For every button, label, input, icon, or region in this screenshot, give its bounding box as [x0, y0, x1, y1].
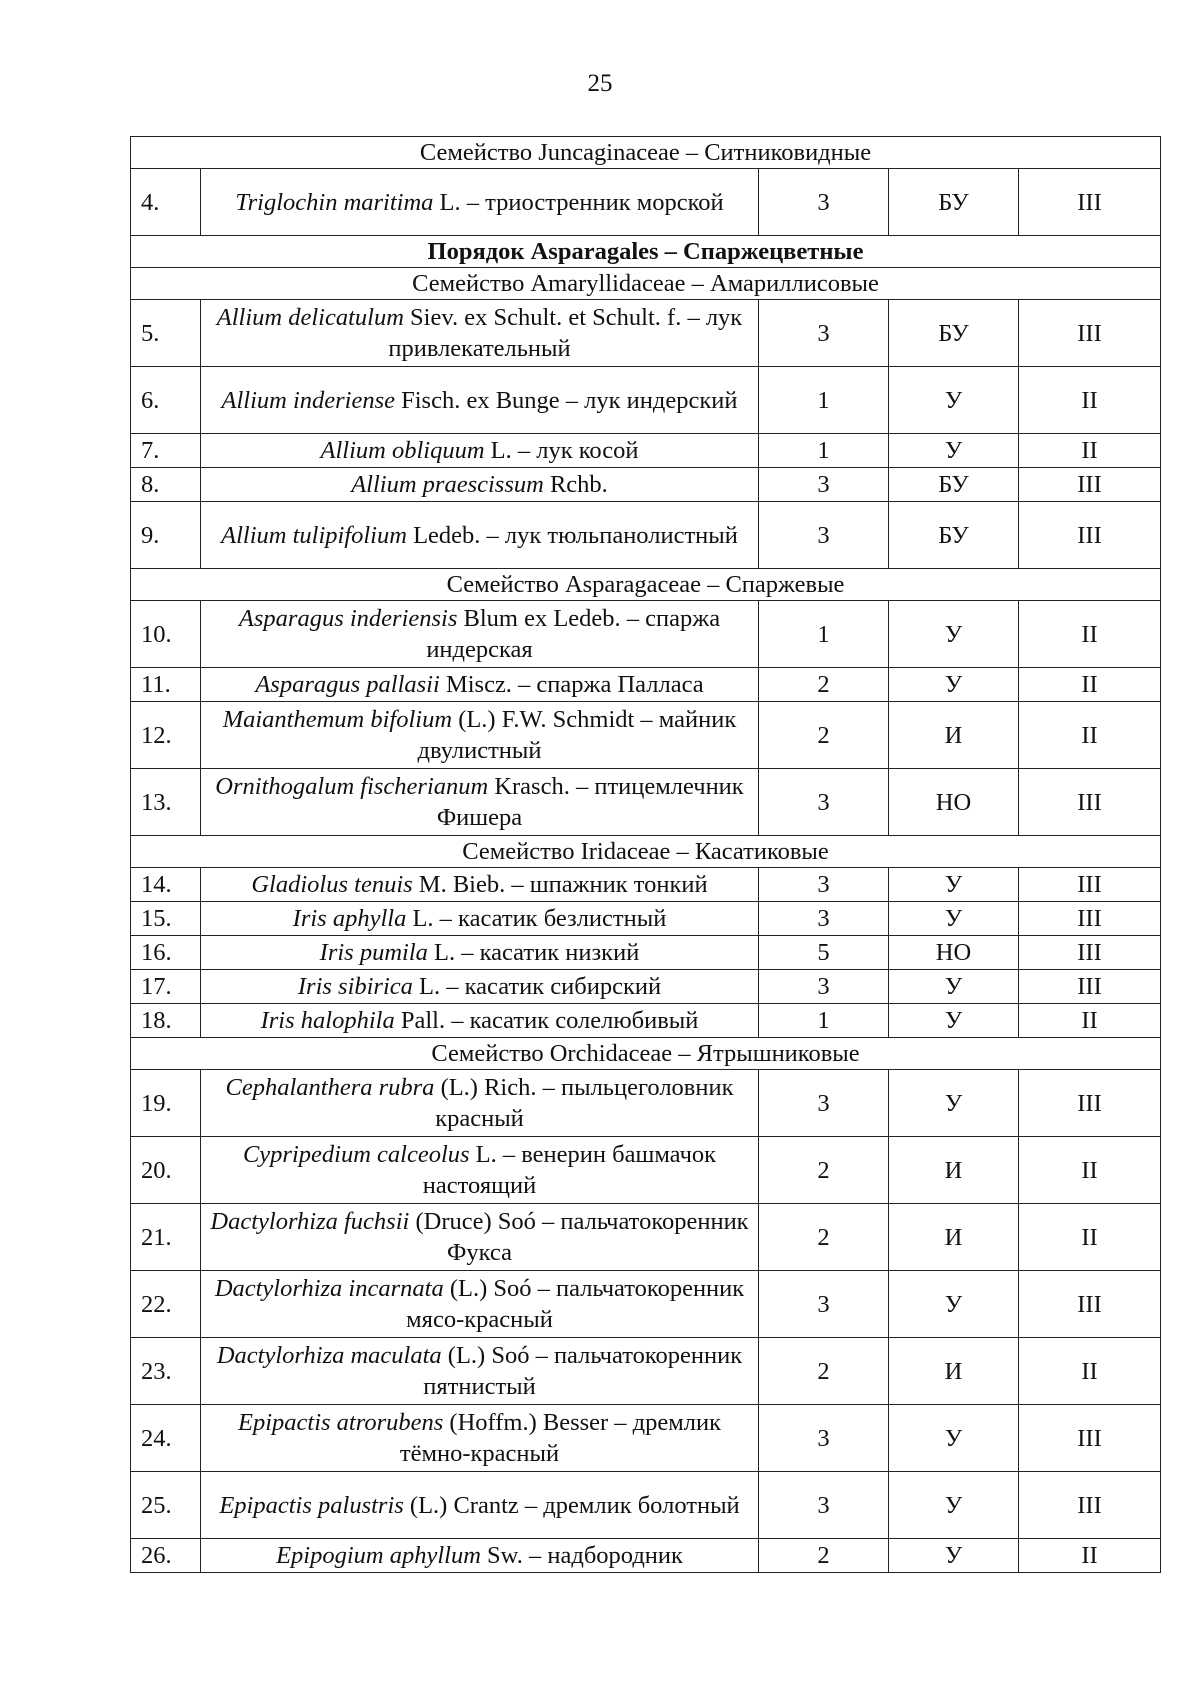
category-cell: 2: [759, 1539, 889, 1573]
family-header-row: [131, 137, 1161, 169]
group-cell: II: [1019, 1004, 1161, 1038]
family-title: Семейство Amaryllidaceae – Амариллисовые: [131, 268, 1161, 300]
category-cell: 2: [759, 1204, 889, 1271]
author-and-common-name: L. – касатик безлистный: [406, 905, 667, 932]
row-number: 7.: [131, 434, 201, 468]
status-cell: У: [889, 1070, 1019, 1137]
status-cell: И: [889, 1338, 1019, 1405]
species-name: [201, 970, 759, 1004]
status-cell: У: [889, 1539, 1019, 1573]
category-cell: 3: [759, 1271, 889, 1338]
row-number: 10.: [131, 601, 201, 668]
row-number: 20.: [131, 1137, 201, 1204]
row-number: 11.: [131, 668, 201, 702]
table-row: [131, 1405, 1161, 1472]
category-cell: 2: [759, 702, 889, 769]
status-cell: У: [889, 1004, 1019, 1038]
status-cell: БУ: [889, 502, 1019, 569]
row-number: 13.: [131, 769, 201, 836]
category-cell: 3: [759, 468, 889, 502]
group-cell: II: [1019, 1338, 1161, 1405]
family-header-row: [131, 836, 1161, 868]
group-cell: III: [1019, 1070, 1161, 1137]
group-cell: III: [1019, 300, 1161, 367]
table-row: [131, 434, 1161, 468]
status-cell: НО: [889, 769, 1019, 836]
species-name: [201, 502, 759, 569]
status-cell: И: [889, 702, 1019, 769]
author-and-common-name: L. – триостренник морской: [433, 188, 724, 216]
species-name: [201, 1004, 759, 1038]
author-and-common-name: (Hoffm.) Besser – дремлик тёмно-красный: [399, 1409, 721, 1467]
group-cell: II: [1019, 367, 1161, 434]
author-and-common-name: Rchb.: [543, 471, 608, 498]
category-cell: 3: [759, 1070, 889, 1137]
author-and-common-name: Krasch. – птицемлечник Фишера: [436, 773, 744, 831]
species-name: [201, 1070, 759, 1137]
status-cell: У: [889, 970, 1019, 1004]
table-row: [131, 300, 1161, 367]
latin-name: Asparagus inderiensis: [238, 605, 458, 632]
latin-name: Allium inderiense: [221, 386, 395, 414]
table-row: [131, 902, 1161, 936]
species-name: [201, 702, 759, 769]
category-cell: 3: [759, 769, 889, 836]
author-and-common-name: (L.) Soó – пальчатокоренник пятнистый: [423, 1342, 743, 1400]
author-and-common-name: (L.) Crantz – дремлик болотный: [403, 1491, 740, 1519]
species-table: [130, 136, 1161, 1573]
category-cell: 3: [759, 169, 889, 236]
author-and-common-name: Fisch. ex Bunge – лук индерский: [395, 386, 738, 414]
group-cell: II: [1019, 1539, 1161, 1573]
status-cell: У: [889, 668, 1019, 702]
author-and-common-name: L. – касатик низкий: [427, 939, 640, 966]
species-name: [201, 1271, 759, 1338]
row-number: 5.: [131, 300, 201, 367]
row-number: 14.: [131, 868, 201, 902]
group-cell: III: [1019, 1472, 1161, 1539]
table-row: [131, 936, 1161, 970]
latin-name: Ornithogalum fischerianum: [215, 773, 489, 800]
table-row: [131, 502, 1161, 569]
species-name: [201, 468, 759, 502]
status-cell: У: [889, 868, 1019, 902]
table-row: [131, 702, 1161, 769]
table-row: [131, 1539, 1161, 1573]
row-number: 23.: [131, 1338, 201, 1405]
category-cell: 3: [759, 502, 889, 569]
status-cell: БУ: [889, 300, 1019, 367]
category-cell: 3: [759, 970, 889, 1004]
group-cell: II: [1019, 1204, 1161, 1271]
author-and-common-name: (Druce) Soó – пальчатокоренник Фукса: [409, 1208, 749, 1266]
author-and-common-name: L. – венерин башмачок настоящий: [422, 1141, 717, 1199]
status-cell: И: [889, 1137, 1019, 1204]
row-number: 12.: [131, 702, 201, 769]
author-and-common-name: Sw. – надбородник: [480, 1542, 683, 1569]
category-cell: 1: [759, 1004, 889, 1038]
latin-name: Dactylorhiza maculata: [216, 1342, 442, 1369]
table-row: [131, 1338, 1161, 1405]
latin-name: Allium obliquum: [320, 437, 485, 464]
row-number: 26.: [131, 1539, 201, 1573]
table-row: [131, 1271, 1161, 1338]
species-name: [201, 769, 759, 836]
status-cell: У: [889, 1405, 1019, 1472]
latin-name: Triglochin maritima: [235, 188, 434, 216]
group-cell: III: [1019, 1271, 1161, 1338]
category-cell: 3: [759, 1472, 889, 1539]
author-and-common-name: Siev. ex Schult. et Schult. f. – лук привлекательный: [388, 304, 743, 362]
family-title: Семейство Asparagaceae – Спаржевые: [131, 569, 1161, 601]
group-cell: II: [1019, 1137, 1161, 1204]
group-cell: III: [1019, 868, 1161, 902]
latin-name: Allium delicatulum: [216, 304, 404, 331]
species-name: [201, 1539, 759, 1573]
author-and-common-name: Blum ex Ledeb. – спаржа индерская: [426, 605, 721, 663]
page-number: 25: [587, 70, 613, 97]
family-header-row: [131, 1038, 1161, 1070]
latin-name: Epipactis atrorubens: [237, 1409, 444, 1436]
category-cell: 3: [759, 300, 889, 367]
group-cell: III: [1019, 502, 1161, 569]
author-and-common-name: M. Bieb. – шпажник тонкий: [412, 871, 708, 898]
row-number: 16.: [131, 936, 201, 970]
order-header-row: [131, 236, 1161, 268]
species-name: [201, 902, 759, 936]
family-title: Семейство Orchidaceae – Ятрышниковые: [131, 1038, 1161, 1070]
group-cell: II: [1019, 601, 1161, 668]
category-cell: 2: [759, 668, 889, 702]
species-name: [201, 1204, 759, 1271]
row-number: 18.: [131, 1004, 201, 1038]
species-name: [201, 434, 759, 468]
row-number: 4.: [131, 169, 201, 236]
group-cell: III: [1019, 769, 1161, 836]
latin-name: Allium tulipifolium: [221, 521, 407, 549]
category-cell: 2: [759, 1137, 889, 1204]
group-cell: III: [1019, 902, 1161, 936]
row-number: 15.: [131, 902, 201, 936]
author-and-common-name: Pall. – касатик солелюбивый: [394, 1007, 699, 1034]
group-cell: II: [1019, 668, 1161, 702]
species-name: [201, 169, 759, 236]
family-title: Семейство Iridaceae – Касатиковые: [131, 836, 1161, 868]
species-name: [201, 1472, 759, 1539]
group-cell: III: [1019, 1405, 1161, 1472]
table-row: [131, 468, 1161, 502]
latin-name: Dactylorhiza incarnata: [214, 1275, 444, 1302]
group-cell: II: [1019, 702, 1161, 769]
status-cell: У: [889, 902, 1019, 936]
author-and-common-name: (L.) F.W. Schmidt – майник двулистный: [417, 706, 737, 764]
table-row: [131, 868, 1161, 902]
category-cell: 3: [759, 902, 889, 936]
category-cell: 2: [759, 1338, 889, 1405]
latin-name: Maianthemum bifolium: [222, 706, 453, 733]
status-cell: БУ: [889, 468, 1019, 502]
species-name: [201, 1405, 759, 1472]
table-row: [131, 169, 1161, 236]
row-number: 6.: [131, 367, 201, 434]
author-and-common-name: Miscz. – спаржа Палласа: [439, 671, 704, 698]
author-and-common-name: (L.) Rich. – пыльцеголовник красный: [434, 1074, 734, 1132]
status-cell: У: [889, 601, 1019, 668]
author-and-common-name: L. – касатик сибирский: [412, 973, 662, 1000]
latin-name: Iris aphylla: [292, 905, 407, 932]
table-row: [131, 367, 1161, 434]
status-cell: У: [889, 434, 1019, 468]
table-row: [131, 1070, 1161, 1137]
species-name: [201, 300, 759, 367]
family-header-row: [131, 569, 1161, 601]
row-number: 19.: [131, 1070, 201, 1137]
latin-name: Iris halophila: [260, 1007, 395, 1034]
table-row: [131, 970, 1161, 1004]
group-cell: III: [1019, 169, 1161, 236]
table-row: [131, 601, 1161, 668]
species-name: [201, 868, 759, 902]
latin-name: Iris pumila: [319, 939, 428, 966]
latin-name: Allium praescissum: [351, 471, 544, 498]
latin-name: Asparagus pallasii: [255, 671, 440, 698]
group-cell: III: [1019, 970, 1161, 1004]
status-cell: БУ: [889, 169, 1019, 236]
category-cell: 1: [759, 434, 889, 468]
category-cell: 3: [759, 868, 889, 902]
category-cell: 5: [759, 936, 889, 970]
category-cell: 3: [759, 1405, 889, 1472]
category-cell: 1: [759, 367, 889, 434]
order-title: Порядок Asparagales – Спаржецветные: [131, 236, 1161, 268]
status-cell: У: [889, 367, 1019, 434]
author-and-common-name: (L.) Soó – пальчатокоренник мясо-красный: [406, 1275, 745, 1333]
latin-name: Gladiolus tenuis: [251, 871, 413, 898]
group-cell: III: [1019, 936, 1161, 970]
latin-name: Dactylorhiza fuchsii: [210, 1208, 410, 1235]
latin-name: Epipactis palustris: [219, 1491, 404, 1519]
author-and-common-name: Ledeb. – лук тюльпанолистный: [406, 521, 738, 549]
table-row: [131, 1004, 1161, 1038]
latin-name: Cypripedium calceolus: [242, 1141, 470, 1168]
species-name: [201, 936, 759, 970]
group-cell: II: [1019, 434, 1161, 468]
species-name: [201, 668, 759, 702]
author-and-common-name: L. – лук косой: [484, 437, 639, 464]
latin-name: Cephalanthera rubra: [225, 1074, 435, 1101]
category-cell: 1: [759, 601, 889, 668]
family-header-row: [131, 268, 1161, 300]
table-row: [131, 769, 1161, 836]
family-title: Семейство Juncaginaceae – Ситниковидные: [131, 137, 1161, 169]
table-row: [131, 1472, 1161, 1539]
species-name: [201, 1338, 759, 1405]
species-name: [201, 367, 759, 434]
status-cell: У: [889, 1472, 1019, 1539]
row-number: 25.: [131, 1472, 201, 1539]
row-number: 22.: [131, 1271, 201, 1338]
row-number: 21.: [131, 1204, 201, 1271]
table-row: [131, 1137, 1161, 1204]
row-number: 17.: [131, 970, 201, 1004]
species-name: [201, 1137, 759, 1204]
species-name: [201, 601, 759, 668]
row-number: 24.: [131, 1405, 201, 1472]
status-cell: НО: [889, 936, 1019, 970]
status-cell: У: [889, 1271, 1019, 1338]
row-number: 8.: [131, 468, 201, 502]
status-cell: И: [889, 1204, 1019, 1271]
table-row: [131, 668, 1161, 702]
row-number: 9.: [131, 502, 201, 569]
latin-name: Epipogium aphyllum: [276, 1542, 481, 1569]
group-cell: III: [1019, 468, 1161, 502]
table-row: [131, 1204, 1161, 1271]
latin-name: Iris sibirica: [297, 973, 413, 1000]
